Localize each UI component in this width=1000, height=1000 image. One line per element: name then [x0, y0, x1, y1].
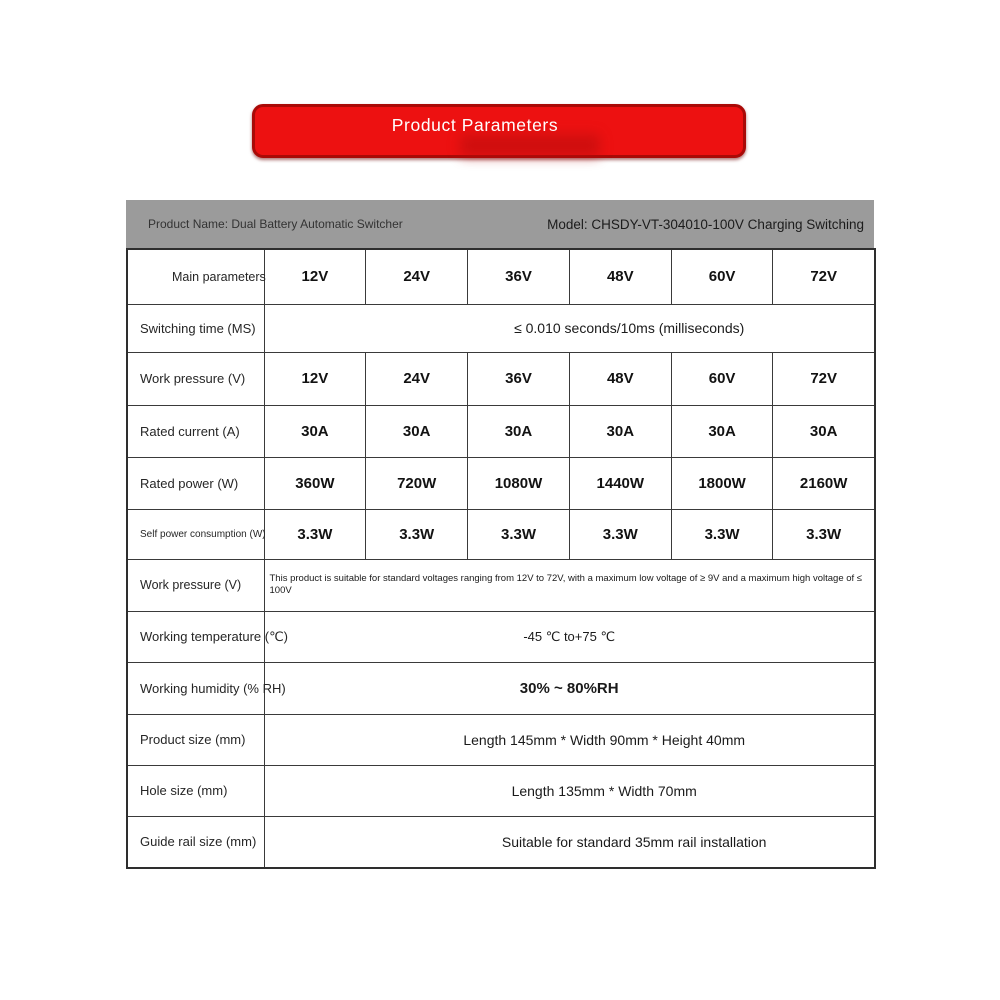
cell-value: 72V [773, 249, 875, 304]
cell-value: 720W [366, 457, 468, 509]
cell-value: 3.3W [366, 509, 468, 559]
table-row [127, 509, 875, 559]
cell-value: 360W [264, 457, 366, 509]
row-label: Work pressure (V) [127, 559, 264, 611]
cell-value: 30A [264, 405, 366, 457]
cell-value: 60V [671, 249, 773, 304]
row-label: Rated current (A) [127, 405, 264, 457]
spec-sheet [126, 200, 874, 869]
table-row [127, 249, 875, 304]
cell-value: 60V [671, 352, 773, 405]
span-value [264, 304, 875, 352]
span-value [264, 611, 875, 662]
row-label: Main parameters [127, 249, 264, 304]
cell-value: 72V [773, 352, 875, 405]
span-value-text: -45 ℃ to+75 ℃ [523, 628, 616, 644]
cell-value: 30A [468, 405, 570, 457]
row-label: Working humidity (% RH) [127, 662, 264, 714]
span-value [264, 714, 875, 765]
cell-value: 12V [264, 249, 366, 304]
row-label: Self power consumption (W) [127, 509, 264, 559]
cell-value: 3.3W [468, 509, 570, 559]
cell-value: 3.3W [569, 509, 671, 559]
banner-title: Product Parameters [391, 115, 559, 135]
cell-value: 2160W [773, 457, 875, 509]
cell-value: 30A [366, 405, 468, 457]
table-row [127, 457, 875, 509]
sheet-header [126, 200, 874, 248]
cell-value: 3.3W [264, 509, 366, 559]
cell-value: 3.3W [773, 509, 875, 559]
span-value [264, 662, 875, 714]
cell-value: 1080W [468, 457, 570, 509]
cell-value: 30A [569, 405, 671, 457]
cell-value: 36V [468, 249, 570, 304]
row-label: Work pressure (V) [127, 352, 264, 405]
table-row [127, 714, 875, 765]
row-label: Working temperature (℃) [127, 611, 264, 662]
table-row [127, 662, 875, 714]
model-text: Model: CHSDY-VT-304010-100V Charging Switching [547, 216, 864, 232]
table-row [127, 611, 875, 662]
span-value-text: 30% ~ 80%RH [519, 679, 619, 697]
span-value-text: Length 135mm * Width 70mm [511, 782, 697, 799]
table-row [127, 559, 875, 611]
banner-smudge [460, 134, 600, 157]
product-parameters-banner [252, 104, 746, 158]
span-value [264, 765, 875, 816]
cell-value: 30A [773, 405, 875, 457]
span-value [264, 816, 875, 868]
table-row [127, 765, 875, 816]
cell-value: 48V [569, 352, 671, 405]
cell-value: 36V [468, 352, 570, 405]
span-value-text: ≤ 0.010 seconds/10ms (milliseconds) [514, 320, 745, 336]
cell-value: 24V [366, 249, 468, 304]
table-row [127, 304, 875, 352]
table-row [127, 816, 875, 868]
cell-value: 48V [569, 249, 671, 304]
product-name-text: Product Name: Dual Battery Automatic Switcher [148, 217, 403, 231]
span-value [264, 559, 875, 611]
row-label: Guide rail size (mm) [127, 816, 264, 868]
cell-value: 1440W [569, 457, 671, 509]
row-label: Hole size (mm) [127, 765, 264, 816]
cell-value: 24V [366, 352, 468, 405]
table-row [127, 405, 875, 457]
span-value-text: Length 145mm * Width 90mm * Height 40mm [463, 731, 746, 748]
cell-value: 3.3W [671, 509, 773, 559]
cell-value: 12V [264, 352, 366, 405]
row-label: Rated power (W) [127, 457, 264, 509]
spec-table [126, 248, 876, 869]
span-value-text: Suitable for standard 35mm rail installation [501, 833, 767, 850]
table-row [127, 352, 875, 405]
row-label: Switching time (MS) [127, 304, 264, 352]
span-value-text: This product is suitable for standard voltages ranging from 12V to 72V, with a maximum low voltage of ≥ 9V and a maximum high voltage of ≤ 100V [269, 572, 863, 596]
cell-value: 30A [671, 405, 773, 457]
row-label: Product size (mm) [127, 714, 264, 765]
cell-value: 1800W [671, 457, 773, 509]
